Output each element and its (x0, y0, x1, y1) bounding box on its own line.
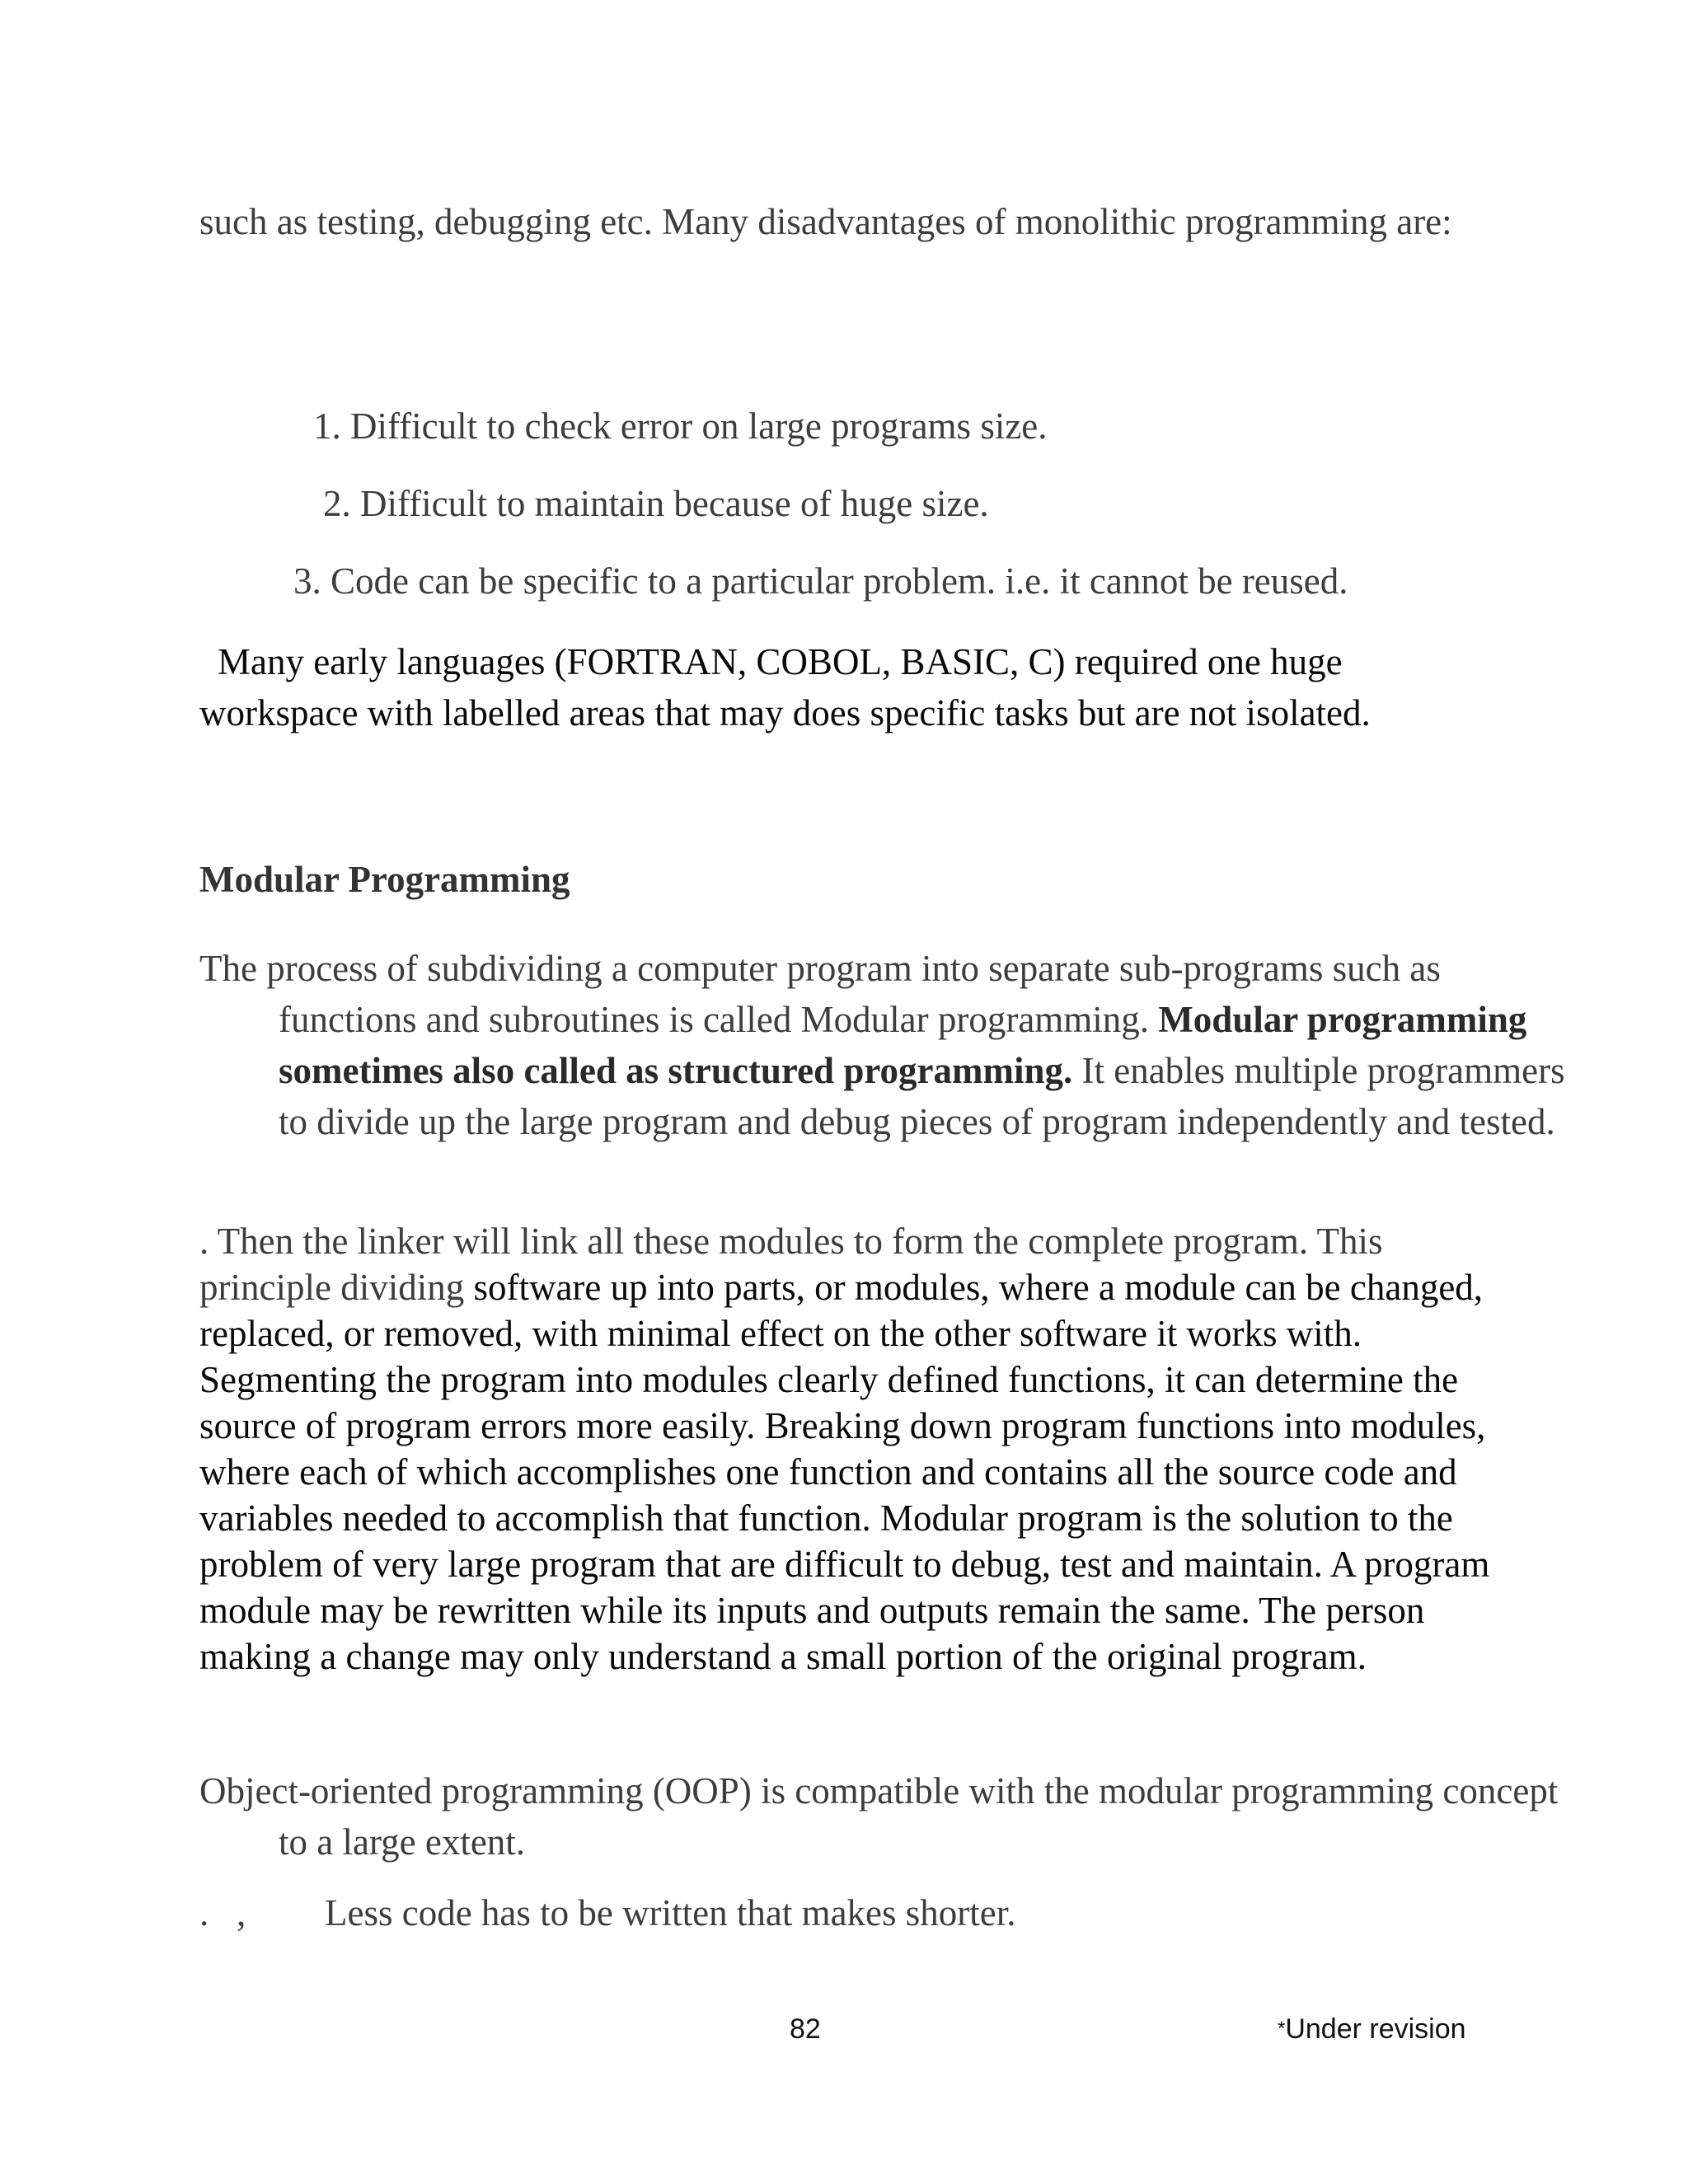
linker-paragraph (199, 1218, 1502, 1680)
intro-paragraph: such as testing, debugging etc. Many disadvantages of monolithic programming are: (199, 201, 1452, 242)
linker-gray-text: . Then the linker will link all these modules to form the complete program. This principle dividing (199, 1221, 1383, 1308)
revision-asterisk: * (1278, 2018, 1286, 2040)
revision-note (1278, 2011, 1466, 2047)
definition-bold: Modular programming sometimes also called as structured programming. (279, 999, 1527, 1091)
disadvantage-item-3: 3. Code can be specific to a particular problem. i.e. it cannot be reused. (293, 560, 1348, 602)
bullet-marks: . , (199, 1892, 246, 1933)
bullet-text: Less code has to be written that makes shorter. (325, 1892, 1016, 1933)
linker-black-text: software up into parts, or modules, where a module can be changed, replaced, or removed, with minimal effect on the other software it works with. Segmenting the program into modules clearly defined functions, it can determine the source of program errors more easily. Breaking down program functions into modules, where each of which accomplishes one function and contains all the source code and variables needed to accomplish that function. Modular program is the solution to the problem of very large program that are difficult to debug, test and maintain. A program module may be rewritten while its inputs and outputs remain the same. The person making a change may only understand a small portion of the original program. (199, 1267, 1490, 1677)
section-heading: Modular Programming (199, 859, 570, 900)
definition-start: The process of subdividing a computer program into separate sub-programs such as functions and subroutines is called Modular programming. (199, 948, 1441, 1040)
oop-paragraph: Object-oriented programming (OOP) is compatible with the modular programming concept to a large extent. (199, 1770, 1559, 1863)
page-number: 82 (790, 2013, 821, 2045)
disadvantage-item-1: 1. Difficult to check error on large programs size. (313, 405, 1048, 447)
revision-note-text: Under revision (1285, 2013, 1466, 2045)
early-languages-paragraph: Many early languages (FORTRAN, COBOL, BASIC, C) required one huge workspace with labelled areas that may does specific tasks but are not isolated. (199, 641, 1371, 733)
modular-definition-paragraph (199, 943, 1581, 1147)
disadvantage-item-2: 2. Difficult to maintain because of huge size. (323, 483, 989, 524)
definition-end: It enables multiple programmers to divide up the large program and debug pieces of program independently and tested. (279, 1050, 1565, 1142)
